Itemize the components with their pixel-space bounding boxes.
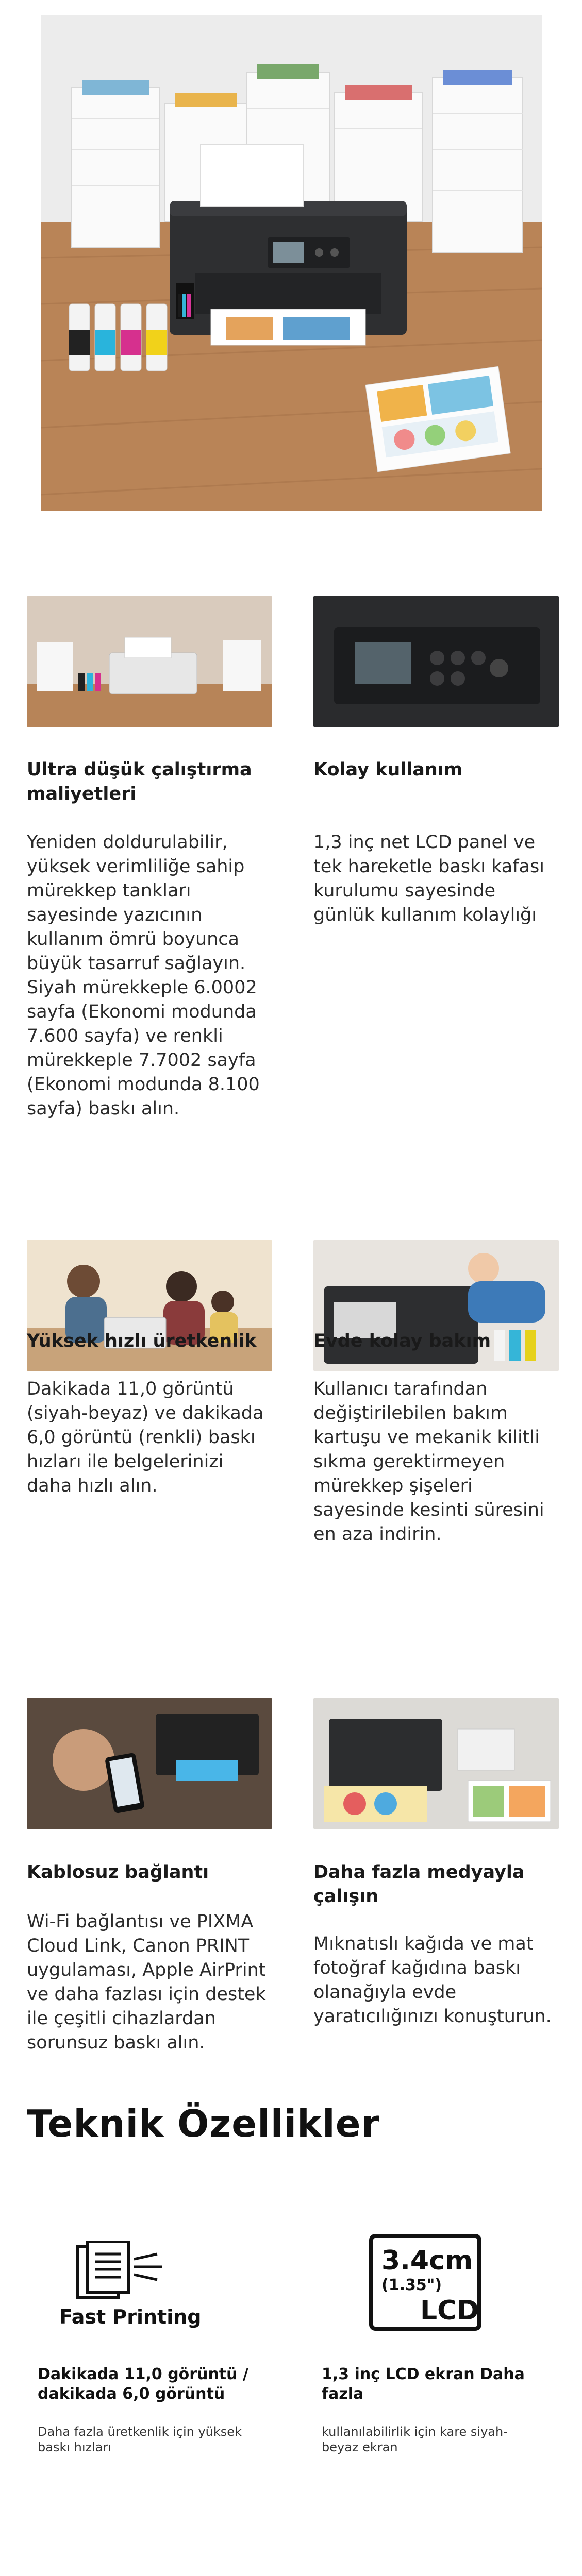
spec-title: Dakikada 11,0 görüntü / dakikada 6,0 görüntü — [38, 2365, 248, 2403]
feature-title: Kablosuz bağlantı — [27, 1862, 209, 1883]
feature-body: Kullanıcı tarafından değiştirilebilen bakım kartuşu ve mekanik kilitli sıkma gerektirmeyen mürekkep şişeleri sayesinde kesinti süresini en aza indirin. — [313, 1379, 544, 1545]
feature-title: Yüksek hızlı üretkenlik — [27, 1331, 257, 1351]
lcd-label: LCD — [420, 2295, 479, 2326]
feature-body: Wi-Fi bağlantısı ve PIXMA Cloud Link, Canon PRINT uygulaması, Apple AirPrint ve daha fazlası için destek ile çeşitli cihazlardan sorunsuz baskı alın. — [27, 1911, 266, 2053]
feature-body: Yeniden doldurulabilir, yüksek verimliliğe sahip mürekkep tankları sayesinde yazıcının kullanım ömrü boyunca büyük tasarruf sağlayın. Siyah mürekkeple 6.0002 sayfa (Ekonomi modunda 7.600 sayfa) ve renkli mürekkeple 7.7002 sayfa (Ekonomi modunda 8.100 sayfa) baskı alın. — [27, 832, 260, 1119]
hero-product-photo — [41, 15, 542, 511]
fast-printing-label: Fast Printing — [59, 2306, 201, 2328]
feature-title: Kolay kullanım — [313, 759, 463, 780]
spec-desc: kullanılabilirlik için kare siyah-beyaz ekran — [322, 2425, 508, 2454]
spec-desc: Daha fazla üretkenlik için yüksek baskı hızları — [38, 2425, 242, 2454]
feature-image-wireless — [27, 1698, 272, 1829]
feature-title: Daha fazla medyayla çalışın — [313, 1862, 525, 1907]
feature-title: Ultra düşük çalıştırma maliyetleri — [27, 759, 252, 804]
specs-heading: Teknik Özellikler — [27, 2102, 380, 2145]
feature-image-running-costs — [27, 596, 272, 727]
feature-body: Mıknatıslı kağıda ve mat fotoğraf kağıdına baskı olanağıyla evde yaratıcılığınızı konuşturun. — [313, 1934, 552, 2027]
lcd-inch-label: (1.35") — [381, 2276, 442, 2294]
feature-title: Evde kolay bakım — [313, 1331, 491, 1351]
spec-title: 1,3 inç LCD ekran Daha fazla — [322, 2365, 525, 2403]
feature-image-media — [313, 1698, 559, 1829]
lcd-screen-icon — [361, 2231, 516, 2334]
lcd-size-label: 3.4cm — [381, 2245, 473, 2276]
fast-printing-icon — [46, 2241, 201, 2344]
printer-scene-illustration — [41, 15, 542, 511]
feature-body: 1,3 inç net LCD panel ve tek hareketle baskı kafası kurulumu sayesinde günlük kullanım kolaylığı — [313, 832, 544, 925]
feature-image-ease-of-use — [313, 596, 559, 727]
feature-body: Dakikada 11,0 görüntü (siyah-beyaz) ve dakikada 6,0 görüntü (renkli) baskı hızları ile belgelerinizi daha hızlı alın. — [27, 1379, 264, 1496]
